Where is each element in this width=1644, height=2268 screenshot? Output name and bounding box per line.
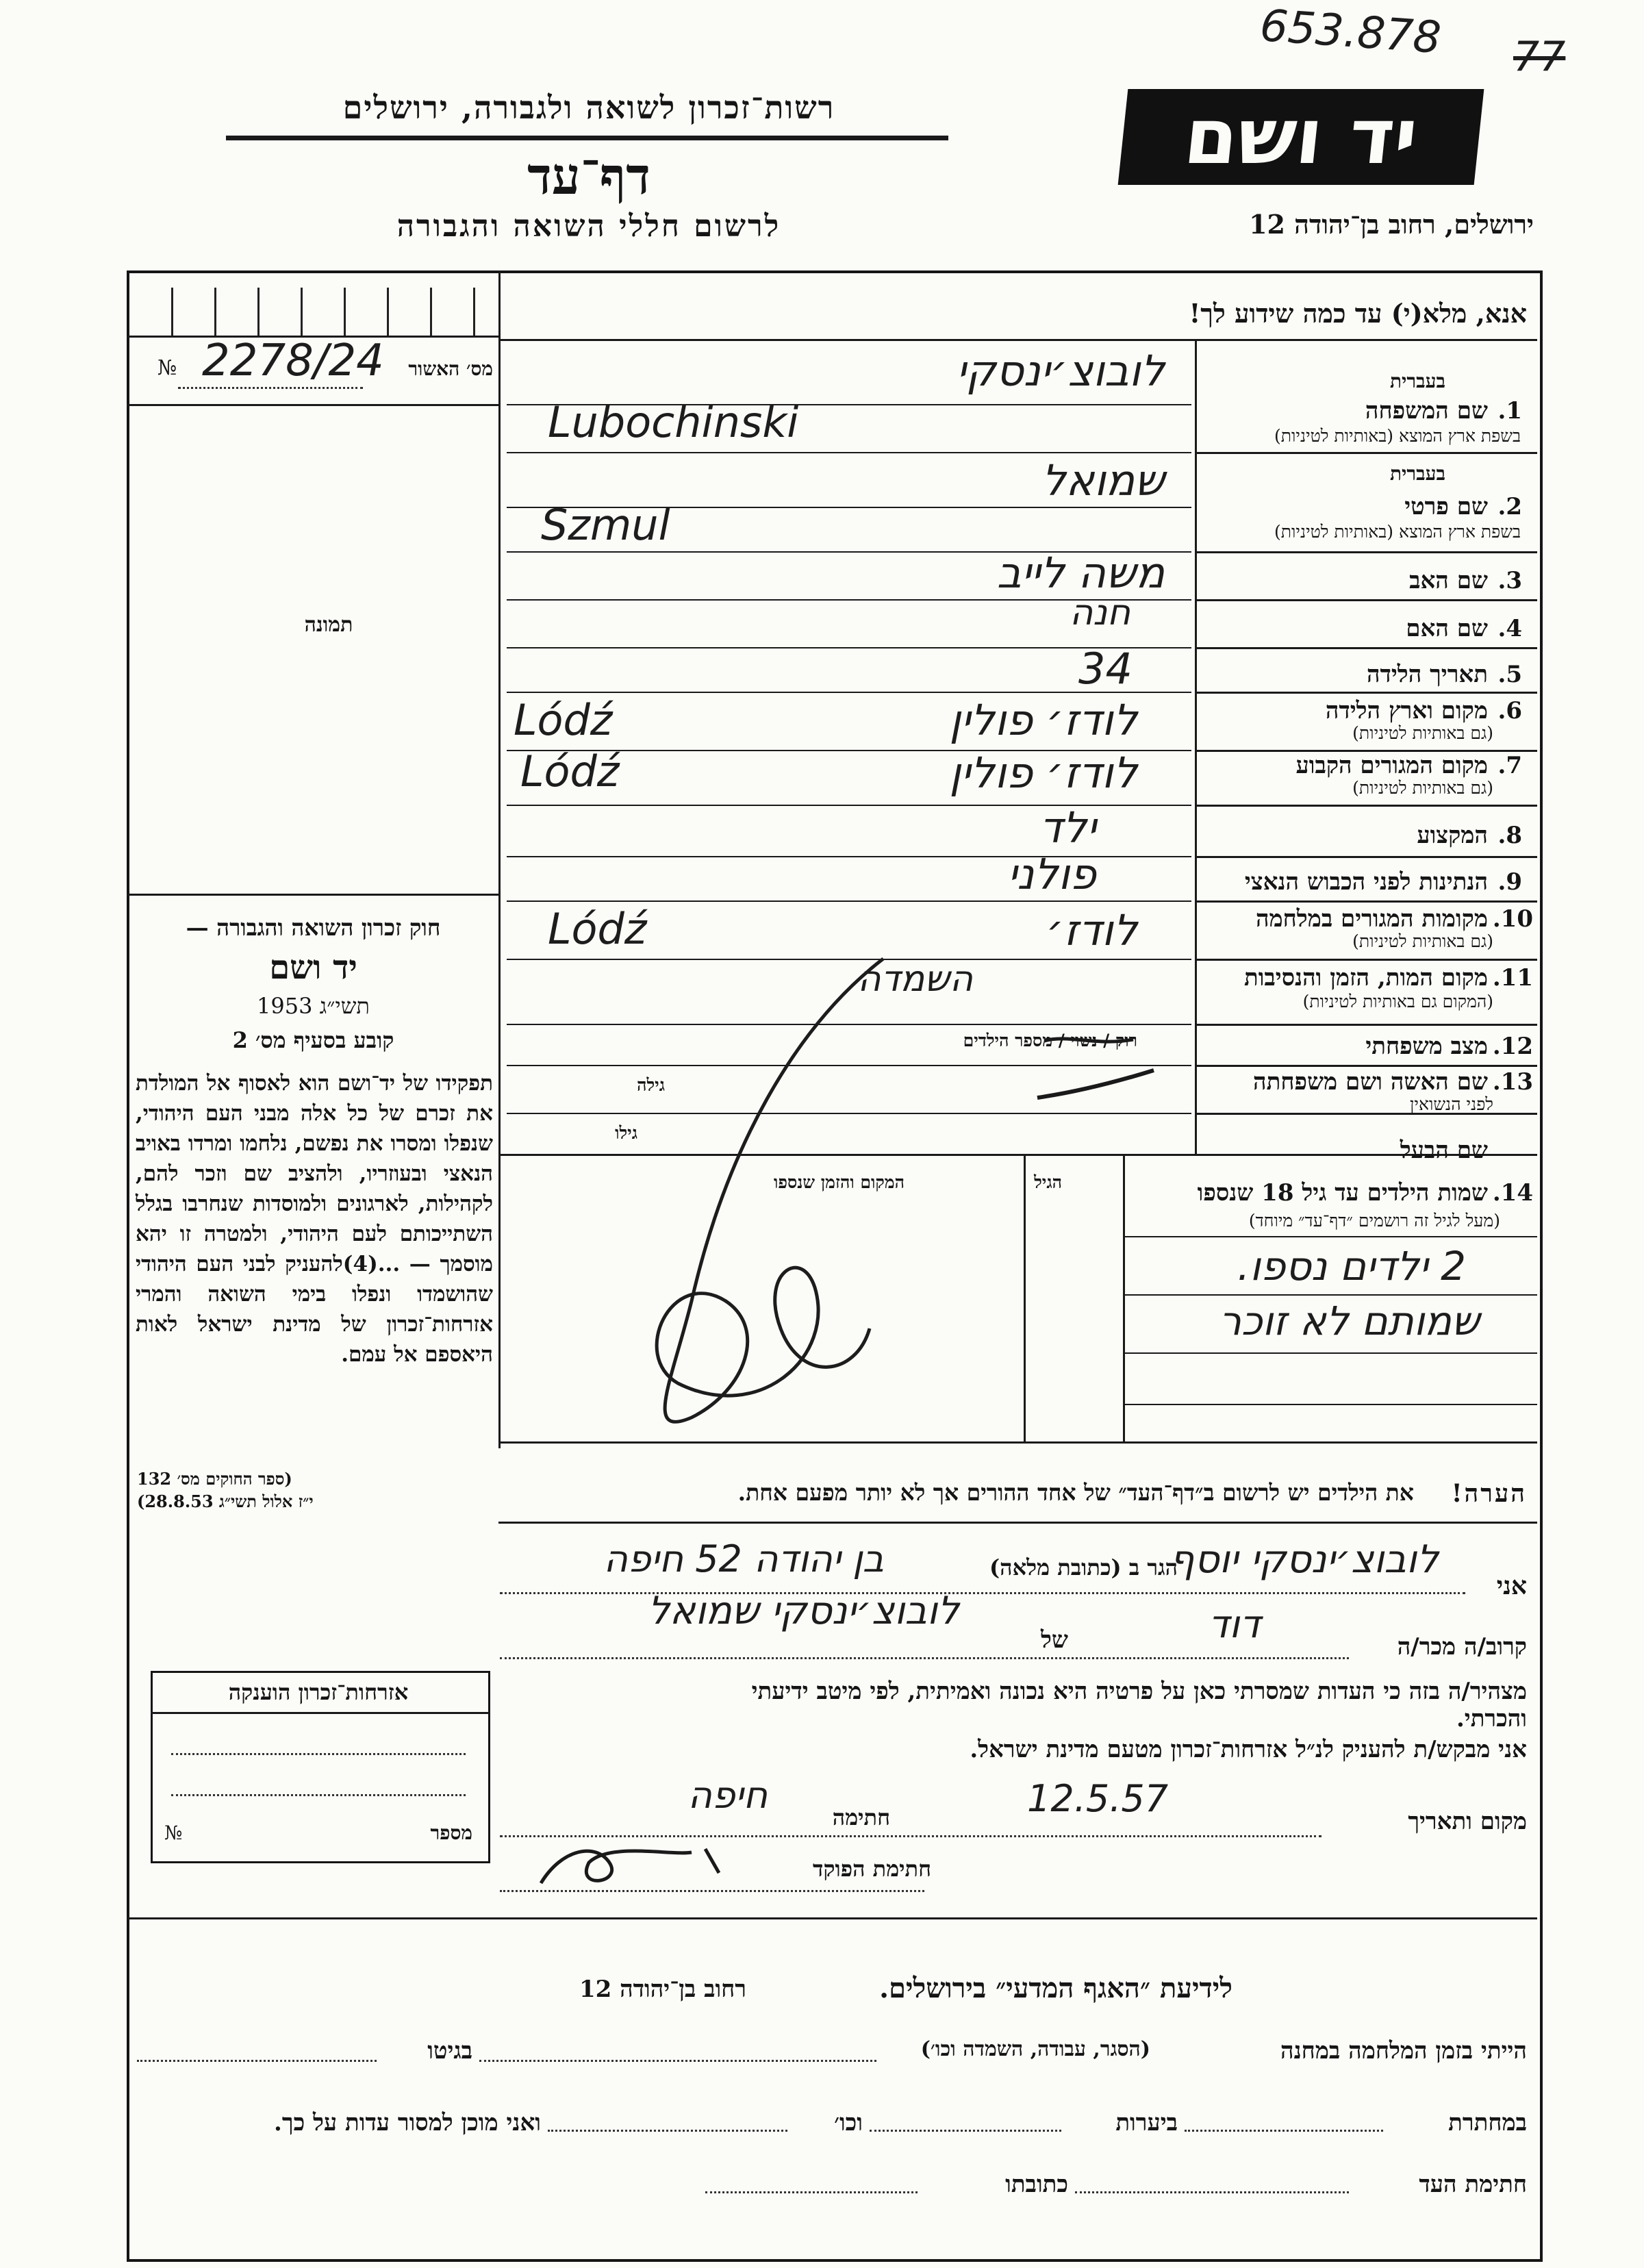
law-box-top [127,894,500,896]
row-sep [1195,452,1537,454]
field-1-heb-value: לובוצ׳ינסקי [956,346,1165,396]
declaration-officer-label: חתימת הפוקד [813,1856,931,1882]
declaration-officer-dots [500,1890,924,1892]
note-top [498,1441,1537,1444]
bottom-address: רחוב בן־יהודה 12 [579,1976,746,2003]
field-2-heb-label: בעברית [1389,462,1445,485]
left-column-divider [498,270,501,1448]
approval-no-mark: № [157,356,177,380]
declaration-place-date-label: מקום ותאריך [1408,1808,1527,1835]
law-source-1: (ספר החוקים מס׳ 132 [137,1469,292,1489]
underground-label: במחתרת [1448,2109,1527,2137]
children-entry-1: 2 ילדים נספו. [1237,1243,1466,1289]
law-source-2: י״ז אלול תשי״ג 28.8.53) [137,1491,314,1511]
etc-label: וכו׳ [834,2109,863,2137]
field-1-sub: בשפת ארץ המוצא (באותיות לטיניות) [1274,426,1521,446]
field-6-heb-value: לודז׳ פולין [949,695,1137,745]
field-6-num: 6. [1497,697,1522,724]
witness-sig-dots [1075,2191,1349,2193]
declaration-request: אני מבקש/ת להעניק לנ״ל אזרחות־זכרון מטעם מדינת ישראל. [970,1736,1527,1763]
field-6-sub: (גם באותיות לטיניות) [1352,723,1493,743]
citizenship-title-line [151,1712,488,1714]
law-name: יד ושם [269,948,357,987]
declaration-resides-value: בן יהודה 52 חיפה [603,1537,884,1580]
row-sep [1195,647,1537,649]
forests-label: ביערות [1115,2109,1178,2137]
camp-label: הייתי בזמן המלחמה במחנה [1280,2037,1527,2065]
field-5-value: 34 [1078,644,1133,694]
citizenship-no-mark: № [164,1822,183,1844]
officer-signature [534,1835,753,1897]
yad-vashem-logo [1118,89,1484,185]
field-1-latin-value: Lubochinski [548,397,799,447]
field-2-heb-value: שמואל [1041,455,1165,505]
value-line [507,452,1191,453]
children-age-header: הגיל [1034,1172,1062,1192]
children-row-line [1123,1294,1537,1296]
authority-name: רשות־זכרון לשואה ולגבורה, ירושלים [342,89,835,126]
declaration-relative-label: קרוב/ה מכר/ה [1397,1633,1527,1661]
field-12-scribble [1041,1027,1137,1055]
declaration-of-label: של [1041,1626,1068,1654]
field-11-sub: (המקום גם באותיות לטיניות) [1302,992,1493,1011]
note-bottom [498,1522,1537,1524]
field-13-label: שם האשה ושם משפחתה [1253,1068,1488,1096]
declaration-signature-value: חיפה [687,1774,768,1817]
corner-mark: 77 [1513,33,1566,81]
row-sep [1195,1024,1537,1026]
row-sep [1195,1065,1537,1067]
declaration-signature-label: חתימה [832,1804,890,1830]
field-7-heb-value: לודז׳ פולין [949,748,1137,798]
children-label: שמות הילדים עד גיל 18 שנספו [1197,1179,1488,1207]
field-11-num: 11. [1492,964,1533,992]
row-sep [1195,551,1537,553]
field-3-value: משה לייב [996,548,1165,598]
row-sep [1195,805,1537,807]
forests-dots [870,2130,1061,2132]
field-12-label: מצב משפחתי [1365,1033,1488,1060]
declaration-statement: מצהיר/ה בזה כי העדות שמסרתי כאן על פרטיה היא נכונה ואמיתית, לפי מיטב ידיעתי והכרתי. [751,1678,1527,1732]
field-10-heb-value: לודז׳ [1046,905,1137,955]
intro-divider [498,339,1537,341]
row-sep [1195,692,1537,694]
field-13-value-label: גילה [637,1075,665,1095]
underground-dots [1185,2130,1383,2132]
label-column-divider [1195,339,1197,1154]
camp-types: (הסגר, עבודה, השמדה וכו׳) [920,2037,1150,2061]
witness-address-dots [705,2191,918,2193]
note-text: את הילדים יש לרשום ב״דף־העד״ של אחד ההורים אך לא יותר מפעם אחת. [737,1479,1414,1506]
field-12-num: 12. [1492,1033,1533,1060]
field-3-label: שם האב [1409,567,1488,594]
field-7-label: מקום המגורים הקבוע [1295,752,1488,779]
field-11-label: מקום המות, הזמן והנסיבות [1243,964,1488,992]
field-10-label: מקומות המגורים במלחמה [1255,905,1488,933]
archive-number: 653.878 [1258,0,1443,64]
field-2-num: 2. [1497,493,1522,520]
row-sep [1195,599,1537,601]
form-subtitle: לרשום חללי השואה והגבורה [396,209,781,244]
witness-sig-label: חתימת העד [1419,2171,1527,2198]
field-13-scribble [1034,1065,1157,1106]
field-13-sub: לפני הנשואין [1410,1094,1493,1114]
field-11-value: השמדה [857,959,973,1000]
field-9-num: 9. [1497,868,1522,896]
children-row-line [1123,1352,1537,1354]
value-line [507,900,1191,902]
declaration-resides-label: הגר ב (כתובת מלאה) [989,1554,1178,1580]
children-sub: (מעל לגיל זה רושמים ״דף־עד״ מיוחד) [1248,1211,1500,1231]
declaration-relative-value: דוד [1208,1602,1261,1647]
field-8-value: ילד [1039,803,1096,853]
declaration-date-value: 12.5.57 [1027,1777,1169,1820]
children-num: 14. [1492,1179,1533,1207]
children-name-divider [1123,1154,1125,1441]
approval-label: מס׳ האשור [408,357,493,380]
field-7-latin-value: Lódź [520,746,620,796]
citizenship-title: אזרחות־זכרון הוענקה [228,1679,409,1705]
field-6-latin-value: Lódź [514,695,613,745]
field-10-num: 10. [1492,905,1533,933]
field-1-heb-label: בעברית [1389,370,1445,392]
form-title: דף־עד [527,147,650,206]
field-10-sub: (גם באותיות לטיניות) [1352,931,1493,951]
law-clause: קובע בסעיף מס׳ 2 [232,1027,394,1053]
law-body: תפקידו של יד־ושם הוא לאסוף אל המולדת את זכרם של כל אלה מבני העם היהודי, שנפלו ומסרו את נפשם, נלחמו ומרדו באויב הנאצי ובעוזריו, ולהציב שם וזכר להם, לקהילות, לארגונים ולמוסדות שנחרבו בגלל השתייכותם לעם היהודי, ולמטרה זו יהא מוסמך — ...(4)להעניק לבני העם היהודי שהושמדו ונפלו בימי השואה והמרי אזרחות־זכרון של מדינת ישראל לאות היאספם אל עמם. [136,1071,493,1367]
declaration-i-label: אני [1496,1572,1527,1600]
field-7-num: 7. [1497,752,1522,779]
ghetto-dots [137,2060,377,2062]
row-sep [1195,959,1537,961]
husband-value-label: גילו [615,1123,637,1143]
approval-dotted [178,387,363,389]
logo-text: יד ושם [1180,92,1422,181]
approval-value: 2278/24 [202,336,384,386]
field-2-sub: בשפת ארץ המוצא (באותיות לטיניות) [1274,522,1521,542]
citizenship-number-label: מספר [430,1822,472,1844]
field-4-value: חנה [1070,592,1130,633]
children-row-line [1123,1236,1537,1237]
field-1-num: 1. [1497,397,1522,425]
citizenship-dots [171,1753,466,1755]
field-4-num: 4. [1497,615,1522,642]
declaration-i-value: לובוצ׳ינסקי יוסף [1169,1537,1439,1582]
field-8-label: המקצוע [1417,822,1488,849]
bottom-divider [127,1917,1537,1919]
row-sep [1195,856,1537,858]
etc-dots [548,2130,787,2132]
crossout-scribble [589,945,972,1438]
field-12-value-label: רוק / נשוי / מספר הילדים [963,1031,1137,1050]
citizenship-dots [171,1794,466,1796]
declaration-left-edge [498,1441,501,1448]
field-4-label: שם האם [1406,615,1488,642]
field-5-label: תאריך הלידה [1366,661,1488,688]
field-13-num: 13. [1492,1068,1533,1096]
field-1-label: שם המשפחה [1365,397,1488,425]
declaration-i-dots [500,1592,1465,1594]
approval-ticks [130,288,500,336]
camp-dots [479,2060,876,2062]
children-row-line [1123,1404,1537,1405]
law-year: תשי״ג 1953 [257,993,370,1019]
field-2-latin-value: Szmul [541,500,670,550]
field-5-num: 5. [1497,661,1522,688]
law-title: חוק זכרון השואה והגבורה — [186,914,441,941]
field-9-value: פולני [1007,849,1096,899]
bottom-heading: לידיעת ״האגף המדעי״ בירושלים. [879,1972,1232,2004]
declaration-relative-dots [500,1657,1349,1659]
field-6-label: מקום וארץ הלידה [1325,697,1488,724]
intro-text: אנא, מלא(י) עד כמה שידוע לך! [1189,298,1527,329]
declaration-of-value: לובוצ׳ינסקי שמואל [648,1589,959,1633]
field-7-sub: (גם באותיות לטיניות) [1352,778,1493,798]
header-address: ירושלים, רחוב בן־יהודה 12 [1249,209,1534,240]
field-10-latin-value: Lódź [548,904,647,954]
field-8-num: 8. [1497,822,1522,849]
note-label: הערה! [1451,1479,1527,1508]
approval-bottom [127,404,500,406]
children-place-header: המקום והזמן שנספו [774,1172,905,1192]
row-sep [1195,900,1537,903]
ready-label: ואני מוכן למסור עדות על כך. [274,2109,541,2137]
husband-label: שם הבעל [1400,1137,1488,1164]
field-3-num: 3. [1497,567,1522,594]
field-2-label: שם פרטי [1404,493,1488,520]
photo-label: תמונה [304,613,353,637]
authority-underline [226,136,948,140]
witness-address-label: כתובתו [1005,2171,1068,2198]
field-9-label: הנתינות לפני הכבוש הנאצי [1244,868,1488,896]
children-entry-2: שמותם לא זוכר [1219,1298,1480,1344]
children-age-divider [1024,1154,1026,1441]
ghetto-label: בגיטו [427,2037,472,2065]
